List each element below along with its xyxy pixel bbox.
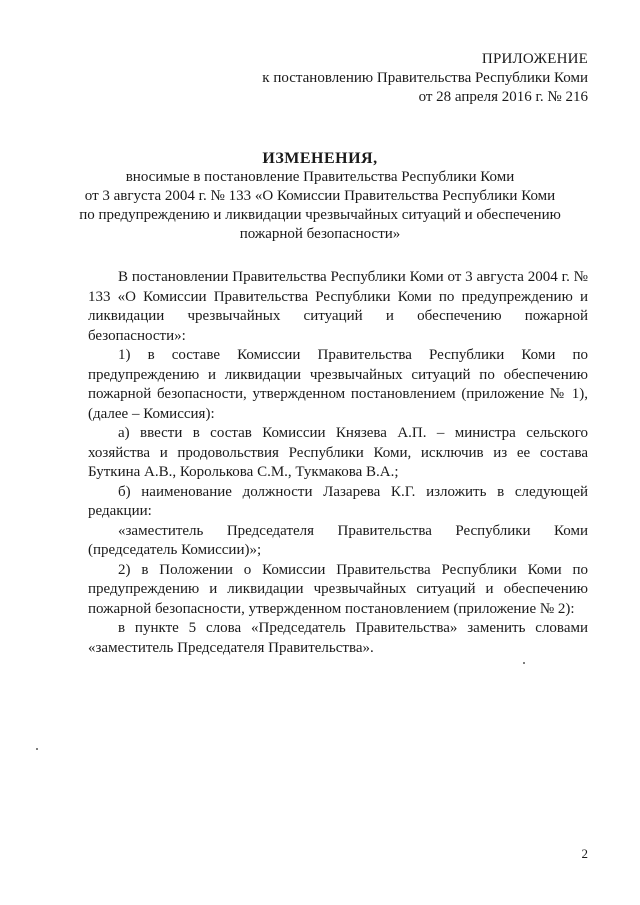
paragraph-item-1b: б) наименование должности Лазарева К.Г. изложить в следующей редакции:	[88, 483, 588, 519]
title-line-3: по предупреждению и ликвидации чрезвычайных ситуаций и обеспечению	[79, 207, 561, 223]
scan-speck	[523, 662, 525, 664]
appendix-label: ПРИЛОЖЕНИЕ	[481, 51, 588, 67]
paragraph-item-2: 2) в Положении о Комиссии Правительства Республики Коми по предупреждению и ликвидации чрезвычайных ситуаций и обеспечению пожарной безопасности, утвержденном постановлением (приложение № 2):	[88, 561, 588, 617]
title-line-4: пожарной безопасности»	[239, 226, 401, 242]
paragraph-item-1a: а) ввести в состав Комиссии Князева А.П. – министра сельского хозяйства и продовольствия Республики Коми, исключив из ее состава Буткина А.В., Королькова С.М., Тукмакова В.А.;	[88, 425, 588, 480]
document-body	[88, 268, 588, 658]
page-number: 2	[581, 846, 588, 861]
appendix-date-line: от 28 апреля 2016 г. № 216	[418, 89, 588, 105]
paragraph-intro: В постановлении Правительства Республики Коми от 3 августа 2004 г. № 133 «О Комиссии Правительства Республики Коми по предупреждению и ликвидации чрезвычайных ситуаций и обеспечению пожарной безопасности»:	[88, 269, 588, 344]
paragraph-item-1: 1) в составе Комиссии Правительства Республики Коми по предупреждению и ликвидации чрезвычайных ситуаций по обеспечению пожарной безопасности, утвержденном постановлением (приложение № 1), (далее – Комиссия):	[88, 347, 588, 422]
title-line-1: вносимые в постановление Правительства Республики Коми	[125, 169, 515, 185]
appendix-header	[262, 50, 588, 107]
scan-speck	[36, 748, 38, 750]
document-title	[70, 149, 570, 244]
appendix-resolution-line: к постановлению Правительства Республики Коми	[262, 70, 588, 86]
title-line-2: от 3 августа 2004 г. № 133 «О Комиссии Правительства Республики Коми	[84, 188, 556, 204]
paragraph-item-2-text: в пункте 5 слова «Председатель Правительства» заменить словами «заместитель Председателя Правительства».	[88, 620, 588, 656]
title-heading: ИЗМЕНЕНИЯ,	[262, 150, 378, 167]
paragraph-item-1b-text: «заместитель Председателя Правительства Республики Коми (председатель Комиссии)»;	[88, 522, 588, 558]
